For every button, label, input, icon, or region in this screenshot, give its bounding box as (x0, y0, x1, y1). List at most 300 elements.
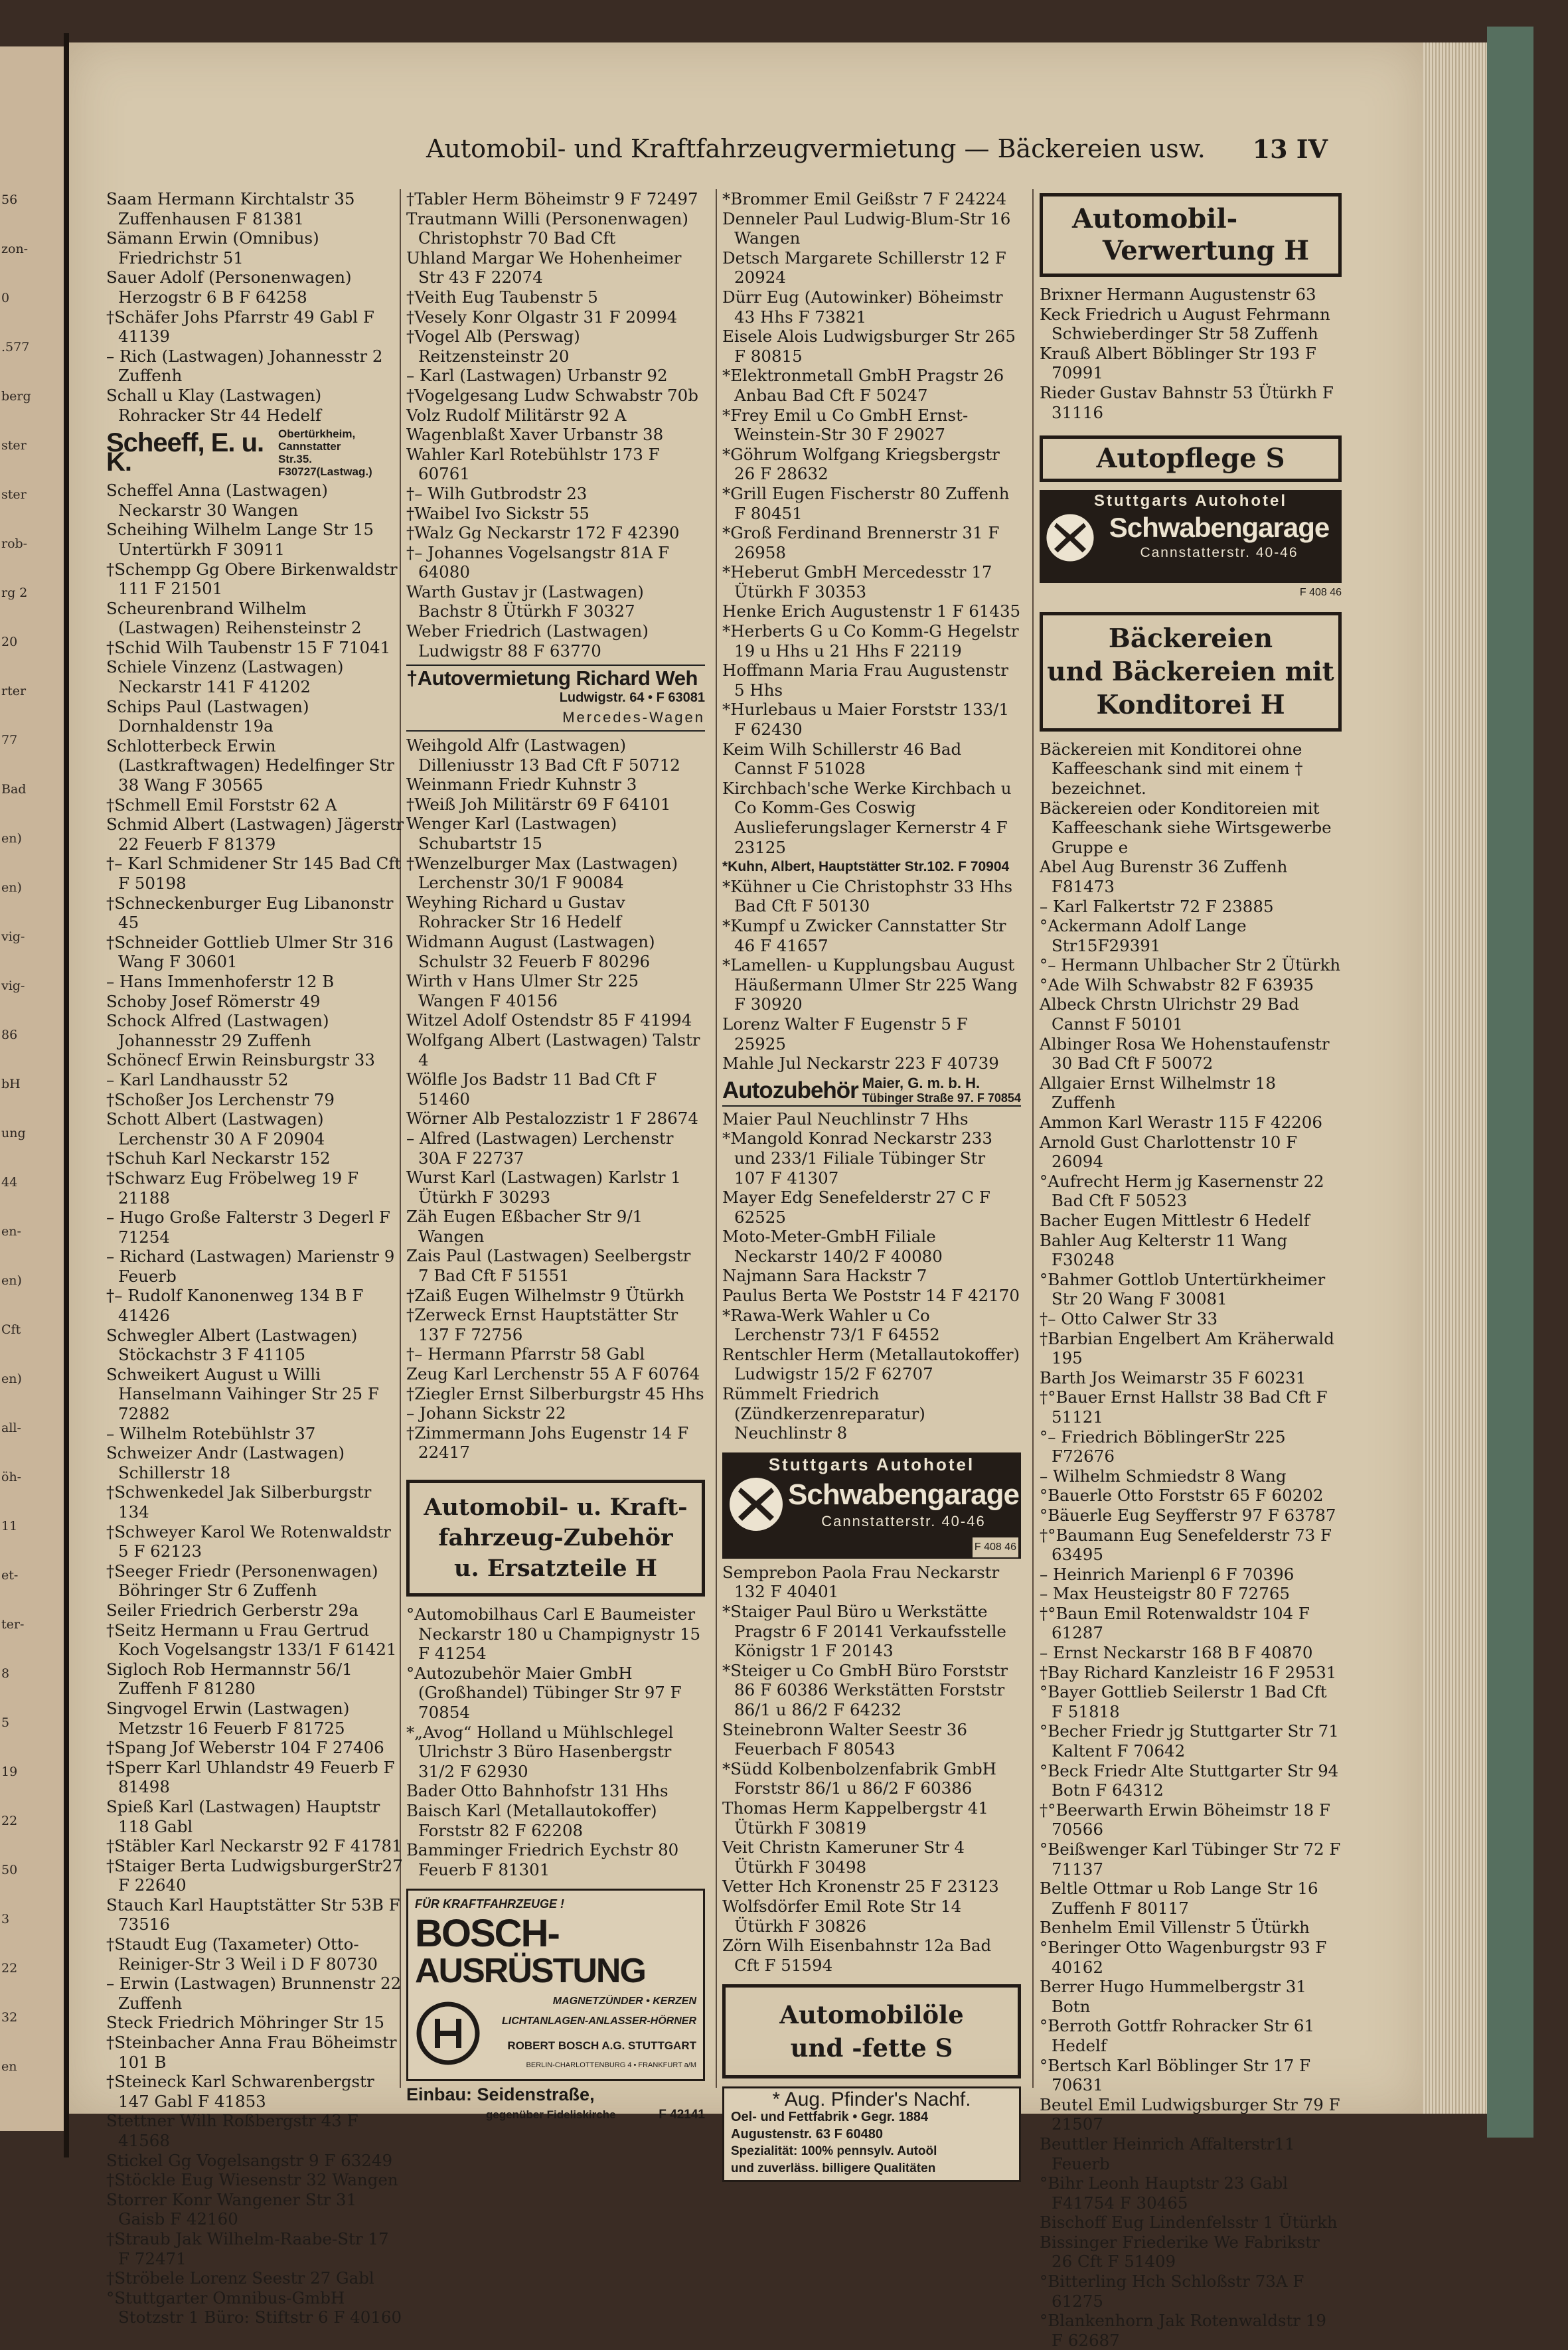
left-margin-fragment: 32 (1, 2010, 18, 2025)
directory-entry: Seiler Friedrich Gerberstr 29a (106, 1600, 358, 1620)
directory-entry: Warth Gustav jr (Lastwagen) Bachstr 8 Ütürkh F 30327 (406, 582, 644, 621)
pfinder-line: Spezialität: 100% pennsylv. Autoöl (731, 2144, 937, 2159)
box-line: Konditorei H (1096, 689, 1285, 720)
directory-entry: °Beringer Otto Wagenburgstr 93 F 40162 (1040, 1937, 1327, 1977)
directory-entry: Bahler Aug Kelterstr 11 Wang F30248 (1040, 1230, 1288, 1270)
garage-main-row (722, 1474, 1021, 1534)
directory-entry: °Automobilhaus Carl E Baumeister Neckarstr 180 u Champignystr 15 F 41254 (406, 1605, 701, 1664)
entry-list (106, 189, 405, 425)
directory-entry: Veit Christn Kameruner Str 4 Ütürkh F 30498 (722, 1838, 965, 1877)
directory-entry: *Hurlebaus u Maier Forststr 133/1 F 62430 (722, 700, 1010, 740)
directory-entry: Weihgold Alfr (Lastwagen) Dilleniusstr 13 Bad Cft F 50712 (406, 736, 680, 775)
box-line: fahrzeug-Zubehör (438, 1524, 673, 1551)
weh-title: †Autovermietung Richard Weh (406, 666, 698, 690)
column-rule (716, 189, 717, 2088)
directory-entry: Schlotterbeck Erwin (Lastkraftwagen) Hedelfinger Str 38 Wang F 30565 (106, 736, 394, 795)
box-line: u. Ersatzteile H (454, 1555, 657, 1582)
left-margin-fragment: vig- (1, 929, 25, 944)
directory-entry: *Lamellen- u Kupplungsbau August Häußermann Ulmer Str 225 Wang F 30920 (722, 955, 1018, 1014)
left-margin-fragment: zon- (1, 242, 29, 256)
directory-entry: †– Otto Calwer Str 33 (1040, 1308, 1218, 1328)
directory-entry: *Frey Emil u Co GmbH Ernst-Weinstein-Str 30 F 29027 (722, 405, 969, 445)
directory-entry: – Max Heusteigstr 80 F 72765 (1040, 1584, 1291, 1604)
left-margin-fragment: rob- (1, 536, 28, 551)
directory-entry: Hoffmann Maria Frau Augustenstr 5 Hhs (722, 661, 1008, 700)
directory-entry: Trautmann Willi (Personenwagen) Christophstr 70 Bad Cft (406, 208, 688, 248)
scheeff-name: Scheeff, E. u. K. (106, 428, 264, 477)
garage-tagline: Stuttgarts Autohotel (1093, 492, 1288, 510)
bosch-einbau: Einbau: Seidenstraße, (406, 2084, 595, 2105)
directory-entry: †Seitz Hermann u Frau Gertrud Koch Vogelsangstr 133/1 F 61421 (106, 1620, 397, 1660)
directory-entry: Wirth v Hans Ulmer Str 225 Wangen F 40156 (406, 971, 639, 1010)
directory-entry: *Grill Eugen Fischerstr 80 Zuffenh F 80451 (722, 483, 1010, 523)
column-4 (1040, 189, 1342, 2350)
directory-entry: †Stäbler Karl Neckarstr 92 F 41781 (106, 1836, 402, 1856)
directory-entry: – Erwin (Lastwagen) Brunnenstr 22 Zuffenh (106, 1974, 402, 2013)
garage-address: Cannstatterstr. 40-46 (1140, 544, 1298, 560)
directory-entry: Scheffel Anna (Lastwagen) Neckarstr 30 Wangen (106, 481, 328, 520)
left-margin-fragment: en) (1, 1273, 22, 1288)
box-line: und -fette S (790, 2033, 953, 2063)
directory-entry: Rieder Gustav Bahnstr 53 Ütürkh F 31116 (1040, 382, 1334, 422)
scheeff-address (278, 428, 405, 478)
pfinder-line: Oel- und Fettfabrik • Gegr. 1884 (731, 2110, 929, 2125)
directory-entry: Saam Hermann Kirchtalstr 35 Zuffenhausen F 81381 (106, 189, 355, 228)
directory-entry: †Seeger Friedr (Personenwagen) Böhringer Str 6 Zuffenh (106, 1561, 378, 1601)
entry-list (1040, 285, 1342, 422)
directory-entry: °Stuttgarter Omnibus-GmbH Stotzstr 1 Büro: Stiftstr 6 F 40160 (106, 2288, 402, 2327)
page-edges (1423, 42, 1487, 2114)
directory-entry: – Wilhelm Rotebühlstr 37 (106, 1423, 316, 1443)
directory-entry: Baisch Karl (Metallautokoffer) Forststr 82 F 62208 (406, 1800, 657, 1840)
directory-entry: °– Hermann Uhlbacher Str 2 Ütürkh (1040, 955, 1341, 975)
weh-address: Ludwigstr. 64 • F 63081 (559, 690, 705, 705)
directory-entry: °Bäuerle Eug Seyfferstr 97 F 63787 (1040, 1505, 1336, 1525)
left-margin-fragment: .577 (1, 340, 30, 354)
directory-entry: †Ziegler Ernst Silberburgstr 45 Hhs (406, 1383, 704, 1403)
directory-entry: Schott Albert (Lastwagen) Lerchenstr 30 A F 20904 (106, 1109, 325, 1148)
directory-entry: Wolfsdörfer Emil Rote Str 14 Ütürkh F 30826 (722, 1896, 962, 1936)
scheeff-address-line: Str.35. F30727(Lastwag.) (278, 453, 372, 479)
directory-entry: Weyhing Richard u Gustav Rohracker Str 16 Hedelf (406, 892, 625, 932)
left-margin-fragment: rg 2 (1, 586, 28, 600)
left-margin-fragment: 50 (1, 1863, 18, 1877)
directory-entry: †Steineck Karl Schwarenbergstr 147 Gabl F 41853 (106, 2072, 374, 2111)
directory-entry: Krauß Albert Böblinger Str 193 F 70991 (1040, 343, 1316, 383)
directory-entry: Allgaier Ernst Wilhelmstr 18 Zuffenh (1040, 1073, 1276, 1113)
scheeff-ad (106, 428, 405, 478)
left-margin-fragment: en (1, 2059, 17, 2074)
directory-entry: †°Baun Emil Rotenwaldstr 104 F 61287 (1040, 1603, 1310, 1643)
directory-entry: †Zimmermann Johs Eugenstr 14 F 22417 (406, 1423, 689, 1462)
directory-entry: †Schweyer Karol We Rotenwaldstr 5 F 62123 (106, 1522, 391, 1561)
left-margin-fragment: öh- (1, 1470, 22, 1484)
directory-entry: Scheihing Wilhelm Lange Str 15 Untertürkh F 30911 (106, 520, 374, 559)
box-line: Automobilöle (779, 2000, 964, 2030)
directory-entry: Lorenz Walter F Eugenstr 5 F 25925 (722, 1014, 968, 1054)
directory-entry: Najmann Sara Hackstr 7 (722, 1266, 927, 1286)
maier-ad-firm: Maier, G. m. b. H. (862, 1074, 980, 1091)
left-margin-fragment: berg (1, 389, 31, 404)
bosch-location-row (406, 2105, 705, 2125)
directory-entry: – Karl (Lastwagen) Urbanstr 92 (406, 366, 668, 386)
directory-entry: Denneler Paul Ludwig-Blum-Str 16 Wangen (722, 208, 1011, 248)
column-3 (722, 189, 1021, 2186)
bosch-products-line: MAGNETZÜNDER • KERZEN (552, 1995, 696, 2007)
directory-entry: †– Karl Schmidener Str 145 Bad Cft F 50198 (106, 854, 402, 893)
directory-entry: Mayer Edg Senefelderstr 27 C F 62525 (722, 1188, 990, 1227)
left-margin-fragment: en- (1, 1224, 21, 1239)
directory-entry: †Schmell Emil Forststr 62 A (106, 795, 337, 815)
directory-entry: Arnold Gust Charlottenstr 10 F 26094 (1040, 1132, 1298, 1172)
bosch-line: AUSRÜSTUNG (415, 1951, 645, 1990)
autopflege-heading-box: Autopflege S (1040, 435, 1342, 482)
directory-entry: Schiele Vinzenz (Lastwagen) Neckarstr 141 F 41202 (106, 657, 344, 697)
directory-entry: °Bahmer Gottlob Untertürkheimer Str 20 Wang F 30081 (1040, 1269, 1326, 1309)
bosch-products-line: LICHTANLAGEN-ANLASSER-HÖRNER (501, 2015, 696, 2027)
entry-list (406, 1605, 705, 1879)
directory-entry: Beuttler Heinrich Affalterstr11 Feuerb (1040, 2134, 1295, 2173)
garage-main-row (1040, 511, 1342, 564)
directory-entry: †Zaiß Eugen Wilhelmstr 9 Ütürkh (406, 1285, 684, 1305)
directory-entry: †Waibel Ivo Sickstr 55 (406, 503, 589, 523)
directory-entry: Scheurenbrand Wilhelm (Lastwagen) Reihensteinstr 2 (106, 598, 362, 638)
directory-entry: Bacher Eugen Mittlestr 6 Hedelf (1040, 1211, 1310, 1230)
directory-entry: †Bay Richard Kanzleistr 16 F 29531 (1040, 1662, 1337, 1682)
column-1 (106, 189, 405, 2327)
directory-entry: *Südd Kolbenbolzenfabrik GmbH Forststr 86/1 u 86/2 F 60386 (722, 1759, 997, 1798)
left-margin-fragment: 0 (1, 291, 10, 305)
directory-entry: Sauer Adolf (Personenwagen) Herzogstr 6 B F 64258 (106, 268, 352, 307)
entry-list (722, 877, 1021, 1073)
box-line: Automobil- (1072, 203, 1238, 234)
directory-entry: °Bitterling Hch Schloßstr 73A F 61275 (1040, 2272, 1304, 2311)
directory-entry: †Staiger Berta LudwigsburgerStr27 F 22640 (106, 1855, 403, 1895)
directory-entry: Mahle Jul Neckarstr 223 F 40739 (722, 1054, 999, 1073)
directory-entry: – Richard (Lastwagen) Marienstr 9 Feuerb (106, 1247, 395, 1286)
directory-entry: °Bertsch Karl Böblinger Str 17 F 70631 (1040, 2055, 1311, 2095)
directory-entry: Albeck Chrstn Ulrichstr 29 Bad Cannst F 50101 (1040, 994, 1299, 1034)
directory-entry: Bäckereien oder Konditoreien mit Kaffeeschank siehe Wirtsgewerbe Gruppe e (1040, 798, 1332, 857)
directory-entry: Zeug Karl Lerchenstr 55 A F 60764 (406, 1364, 700, 1384)
pfinder-line: Augustenstr. 63 F 60480 (731, 2127, 883, 2142)
entry-list (406, 189, 705, 661)
box-line: und Bäckereien mit (1047, 656, 1334, 687)
left-margin-fragment: ster (1, 487, 27, 502)
directory-entry: †Tabler Herm Böheimstr 9 F 72497 (406, 189, 698, 208)
directory-entry: Sämann Erwin (Omnibus) Friedrichstr 51 (106, 228, 319, 268)
directory-entry: †Schneider Gottlieb Ulmer Str 316 Wang F 30601 (106, 932, 394, 972)
left-margin-fragment: 20 (1, 635, 18, 649)
directory-entry: †°Beerwarth Erwin Böheimstr 18 F 70566 (1040, 1800, 1330, 1840)
maier-ad (722, 1076, 1021, 1107)
directory-entry: Abel Aug Burenstr 36 Zuffenh F81473 (1040, 857, 1288, 896)
left-margin-fragment: ster (1, 438, 27, 453)
garage-name: Schwabengarage (1109, 511, 1330, 543)
directory-entry: †Stöckle Eug Wiesenstr 32 Wangen (106, 2170, 398, 2190)
directory-entry: Brixner Hermann Augustenstr 63 (1040, 285, 1316, 304)
maier-ad-name: Autozubehör (722, 1077, 858, 1103)
left-page-edge (0, 46, 64, 2131)
left-margin-fragment: Bad (1, 782, 27, 797)
left-margin-fragment: vig- (1, 979, 25, 993)
directory-entry: Zäh Eugen Eßbacher Str 9/1 Wangen (406, 1207, 643, 1246)
entry-list (406, 736, 705, 1462)
directory-entry: – Karl Landhausstr 52 (106, 1069, 289, 1089)
directory-entry: Keim Wilh Schillerstr 46 Bad Cannst F 51028 (722, 739, 962, 779)
weh-slogan: Mercedes-Wagen (562, 709, 705, 726)
page-header (358, 134, 1328, 170)
maier-ad-detail (862, 1076, 1021, 1105)
directory-entry: *Herberts G u Co Komm-G Hegelstr 19 u Hhs u 21 Hhs F 22119 (722, 621, 1019, 661)
bosch-pre: FÜR KRAFTFAHRZEUGE ! (415, 1897, 564, 1911)
pfinder-line: und zuverläss. billigere Qualitäten (731, 2161, 936, 2176)
page-title: Automobil- und Kraftfahrzeugvermietung — Bäckereien usw. (426, 134, 1206, 163)
directory-entry: Schweikert August u Willi Hanselmann Vaihinger Str 25 F 72882 (106, 1364, 379, 1424)
directory-entry: *Mangold Konrad Neckarstr 233 und 233/1 Filiale Tübinger Str 107 F 41307 (722, 1129, 992, 1188)
garage-address: Cannstatterstr. 40-46 (821, 1512, 986, 1529)
verwertung-heading-box (1040, 193, 1342, 277)
directory-entry: Storrer Konr Wangener Str 31 Gaisb F 42160 (106, 2189, 357, 2229)
directory-entry: Schoby Josef Römerstr 49 (106, 991, 321, 1011)
directory-entry: *„Avog“ Holland u Mühlschlegel Ulrichstr 3 Büro Hasenbergstr 31/2 F 62930 (406, 1722, 674, 1781)
directory-entry: †Schneckenburger Eug Libanonstr 45 (106, 893, 394, 933)
directory-entry: °Berroth Gottfr Rohracker Str 61 Hedelf (1040, 2016, 1315, 2055)
entry-list (722, 189, 1021, 857)
oil-heading-box (722, 1984, 1021, 2078)
directory-entry: – Johann Sickstr 22 (406, 1403, 566, 1423)
directory-entry: †– Hermann Pfarrstr 58 Gabl (406, 1344, 645, 1364)
directory-entry: *Brommer Emil Geißstr 7 F 24224 (722, 189, 1007, 208)
directory-entry: °Bihr Leonh Hauptstr 23 Gabl F41754 F 30465 (1040, 2173, 1289, 2213)
left-margin-fragment: all- (1, 1421, 21, 1435)
left-margin-fragment: 77 (1, 733, 18, 747)
directory-entry: †Barbian Engelbert Am Kräherwald 195 (1040, 1328, 1334, 1368)
directory-entry: †Weiß Joh Militärstr 69 F 64101 (406, 794, 671, 814)
schwabengarage-ad (722, 1452, 1021, 1559)
directory-entry: Wölfle Jos Badstr 11 Bad Cft F 51460 (406, 1069, 657, 1109)
directory-entry: †Vogelgesang Ludw Schwabstr 70b (406, 385, 698, 405)
directory-entry: †Veith Eug Taubenstr 5 (406, 287, 598, 307)
weh-ad (406, 665, 705, 732)
accessories-heading-box (406, 1480, 705, 1597)
directory-entry: Schock Alfred (Lastwagen) Johannesstr 29 Zuffenh (106, 1011, 329, 1050)
directory-entry: Wagenblaßt Xaver Urbanstr 38 (406, 425, 664, 445)
directory-entry: °Blankenhorn Jak Rotenwaldstr 19 F 62687 (1040, 2311, 1326, 2350)
directory-entry: *Kühner u Cie Christophstr 33 Hhs Bad Cft F 50130 (722, 876, 1013, 916)
box-line: Automobil- u. Kraft- (424, 1494, 688, 1521)
left-margin-fragment: en) (1, 1371, 22, 1386)
bosch-detail-row (415, 1992, 696, 2075)
directory-entry: †Schwarz Eug Fröbelweg 19 F 21188 (106, 1168, 359, 1208)
left-margin-fragment: rter (1, 684, 27, 698)
directory-entry: †– Johannes Vogelsangstr 81A F 64080 (406, 542, 670, 582)
directory-entry: Wörner Alb Pestalozzistr 1 F 28674 (406, 1109, 698, 1129)
directory-entry: Keck Friedrich u August Fehrmann Schwieberdinger Str 58 Zuffenh (1040, 304, 1330, 344)
book-cover (1487, 27, 1533, 2138)
left-margin-fragment: 56 (1, 193, 18, 207)
directory-entry: Thomas Herm Kappelbergstr 41 Ütürkh F 30819 (722, 1798, 988, 1838)
directory-entry: Steinebronn Walter Seestr 36 Feuerbach F 80543 (722, 1719, 967, 1759)
directory-entry: Stauch Karl Hauptstätter Str 53B F 73516 (106, 1895, 400, 1934)
directory-entry: Beutel Emil Ludwigsburger Str 79 F 21507 (1040, 2094, 1340, 2134)
directory-entry: Semprebon Paola Frau Neckarstr 132 F 40401 (722, 1562, 1000, 1602)
directory-entry: Beltle Ottmar u Rob Lange Str 16 Zuffenh F 80117 (1040, 1879, 1318, 1918)
bosch-ad (406, 1889, 705, 2081)
directory-entry: Zörn Wilh Eisenbahnstr 12a Bad Cft F 51594 (722, 1936, 992, 1975)
directory-entry: †Schuh Karl Neckarstr 152 (106, 1148, 331, 1168)
garage-phone: F 408 46 (1299, 587, 1342, 599)
directory-entry: – Hans Immenhoferstr 12 B (106, 971, 335, 991)
directory-entry: †Staudt Eug (Taxameter) Otto-Reiniger-Str 3 Weil i D F 80730 (106, 1934, 378, 1974)
directory-entry: °Autozubehör Maier GmbH (Großhandel) Tübinger Str 97 F 70854 (406, 1663, 682, 1722)
left-margin-fragment: 86 (1, 1028, 18, 1042)
directory-entry: – Karl Falkertstr 72 F 23885 (1040, 896, 1274, 916)
directory-entry: Volz Rudolf Militärstr 92 A (406, 405, 627, 425)
directory-entry: Wolfgang Albert (Lastwagen) Talstr 4 (406, 1030, 700, 1069)
directory-entry: °Aufrecht Herm jg Kasernenstr 22 Bad Cft F 50523 (1040, 1171, 1324, 1211)
directory-entry: °Beißwenger Karl Tübinger Str 72 F 71137 (1040, 1840, 1341, 1879)
directory-entry: Henke Erich Augustenstr 1 F 61435 (722, 601, 1021, 621)
directory-entry: Albinger Rosa We Hohenstaufenstr 30 Bad Cft F 50072 (1040, 1034, 1330, 1073)
directory-entry: Dürr Eug (Autowinker) Böheimstr 43 Hhs F 73821 (722, 287, 1003, 327)
directory-entry: Schönecf Erwin Reinsburgstr 33 (106, 1050, 375, 1070)
left-margin-fragment: 22 (1, 1814, 18, 1828)
bosch-line: BOSCH- (415, 1911, 559, 1955)
directory-entry: †Walz Gg Neckarstr 172 F 42390 (406, 523, 680, 543)
garage-name: Schwabengarage (788, 1478, 1019, 1511)
directory-entry: Widmann August (Lastwagen) Schulstr 32 Feuerb F 80296 (406, 931, 655, 971)
directory-entry: °– Friedrich BöblingerStr 225 F72676 (1040, 1427, 1286, 1466)
directory-entry: Zais Paul (Lastwagen) Seelbergstr 7 Bad Cft F 51551 (406, 1246, 691, 1286)
directory-entry: Schweizer Andr (Lastwagen) Schillerstr 18 (106, 1443, 345, 1482)
directory-entry: °Ade Wilh Schwabstr 82 F 63935 (1040, 975, 1314, 994)
directory-entry: Stickel Gg Vogelsangstr 9 F 63249 (106, 2150, 393, 2170)
directory-entry: *Rawa-Werk Wahler u Co Lerchenstr 73/1 F 64552 (722, 1305, 940, 1345)
directory-entry: Weber Friedrich (Lastwagen) Ludwigstr 88 F 63770 (406, 621, 649, 661)
directory-entry: †Straub Jak Wilhelm-Raabe-Str 17 F 72471 (106, 2229, 389, 2268)
directory-entry: Stettner Wilh Roßbergstr 43 F 41568 (106, 2111, 358, 2150)
left-margin-fragment: ung (1, 1126, 26, 1140)
directory-entry: †Vesely Konr Olgastr 31 F 20994 (406, 307, 678, 327)
directory-entry: †Steinbacher Anna Frau Böheimstr 101 B (106, 2033, 397, 2072)
garage-text (1097, 512, 1342, 563)
directory-entry: †– Wilh Gutbrodstr 23 (406, 483, 588, 503)
directory-entry: Sigloch Rob Hermannstr 56/1 Zuffenh F 81280 (106, 1659, 353, 1699)
directory-entry: *Göhrum Wolfgang Kriegsbergstr 26 F 28632 (722, 444, 1000, 484)
left-margin-fragment: 3 (1, 1912, 10, 1926)
garage-emblem-icon (726, 1474, 786, 1534)
directory-entry: †Ströbele Lorenz Seestr 27 Gabl (106, 2268, 374, 2288)
directory-entry: †Schäfer Johs Pfarrstr 49 Gabl F 41139 (106, 307, 374, 347)
directory-entry: Bäckereien mit Konditorei ohne Kaffeeschank sind mit einem † bezeichnet. (1040, 739, 1303, 798)
left-margin-fragment: en) (1, 880, 22, 895)
directory-entry: Wurst Karl (Lastwagen) Karlstr 1 Ütürkh F 30293 (406, 1168, 681, 1207)
directory-entry: †Sperr Karl Uhlandstr 49 Feuerb F 81498 (106, 1757, 395, 1797)
directory-entry: Eisele Alois Ludwigsburger Str 265 F 80815 (722, 327, 1016, 366)
directory-entry: Ammon Karl Werastr 115 F 42206 (1040, 1113, 1322, 1133)
bosch-products (489, 1992, 696, 2075)
left-margin-fragment: 22 (1, 1961, 18, 1976)
directory-entry: Berrer Hugo Hummelbergstr 31 Botn (1040, 1977, 1306, 2016)
directory-entry: †°Bauer Ernst Hallstr 38 Bad Cft F 51121 (1040, 1387, 1328, 1427)
directory-entry: Bischoff Eug Lindenfelsstr 1 Ütürkh (1040, 2213, 1338, 2232)
bosch-logo-icon (415, 2000, 481, 2067)
schwabengarage-ad (1040, 490, 1342, 583)
directory-entry: †Wenzelburger Max (Lastwagen) Lerchenstr 30/1 F 90084 (406, 853, 678, 893)
directory-entry: Schall u Klay (Lastwagen) Rohracker Str 44 Hedelf (106, 385, 322, 425)
column-2 (406, 189, 705, 2124)
directory-entry: Weinmann Friedr Kuhnstr 3 (406, 775, 637, 795)
kuhn-entry: *Kuhn, Albert, Hauptstätter Str.102. F 70904 (722, 859, 1010, 875)
left-margin-fragment: et- (1, 1568, 19, 1583)
left-margin-fragment: 19 (1, 1764, 18, 1779)
directory-entry: Vetter Hch Kronenstr 25 F 23123 (722, 1877, 999, 1897)
column-rule (1032, 189, 1034, 2088)
directory-entry: Moto-Meter-GmbH Filiale Neckarstr 140/2 F 40080 (722, 1227, 943, 1266)
directory-entry: Maier Paul Neuchlinstr 7 Hhs (722, 1109, 969, 1129)
garage-emblem-icon (1044, 511, 1097, 564)
directory-entry: Bamminger Friedrich Eychstr 80 Feuerb F 81301 (406, 1840, 679, 1879)
left-margin-fragment: 8 (1, 1666, 10, 1681)
bosch-branch: BERLIN-CHARLOTTENBURG 4 • FRANKFURT a/M (526, 2061, 696, 2069)
directory-entry: Barth Jos Weimarstr 35 F 60231 (1040, 1368, 1306, 1387)
directory-entry: Witzel Adolf Ostendstr 85 F 41994 (406, 1010, 692, 1030)
directory-entry: †– Rudolf Kanonenweg 134 B F 41426 (106, 1286, 364, 1326)
directory-entry: Rümmelt Friedrich (Zündkerzenreparatur) Neuchlinstr 8 (722, 1384, 925, 1443)
directory-entry: Bader Otto Bahnhofstr 131 Hhs (406, 1781, 668, 1801)
directory-entry: Wenger Karl (Lastwagen) Schubartstr 15 (406, 814, 617, 853)
directory-entry: °Ackermann Adolf Lange Str15F29391 (1040, 916, 1247, 955)
box-line: Bäckereien (1108, 623, 1273, 654)
left-margin-fragment: Cft (1, 1322, 21, 1337)
entry-list (722, 1109, 1021, 1443)
directory-entry: Uhland Margar We Hohenheimer Str 43 F 22074 (406, 248, 682, 287)
directory-entry: Spieß Karl (Lastwagen) Hauptstr 118 Gabl (106, 1796, 380, 1836)
directory-entry: †°Baumann Eug Senefelderstr 73 F 63495 (1040, 1525, 1332, 1565)
left-margin-fragment: 11 (1, 1519, 18, 1533)
garage-text (786, 1478, 1021, 1531)
directory-entry: Bissinger Friederike We Fabrikstr 26 Cft F 51409 (1040, 2232, 1320, 2272)
pfinder-name: * Aug. Pfinder's Nachf. (772, 2088, 971, 2111)
directory-entry: †Schid Wilh Taubenstr 15 F 71041 (106, 637, 391, 657)
directory-entry: Singvogel Erwin (Lastwagen) Metzstr 16 Feuerb F 81725 (106, 1698, 350, 1738)
garage-tagline: Stuttgarts Autohotel (768, 1454, 975, 1474)
directory-entry: †Vogel Alb (Perswag) Reitzensteinstr 20 (406, 327, 580, 366)
directory-entry: – Rich (Lastwagen) Johannesstr 2 Zuffenh (106, 346, 383, 386)
directory-entry: Benhelm Emil Villenstr 5 Ütürkh (1040, 1918, 1310, 1938)
left-margin-fragment: ter- (1, 1617, 25, 1632)
directory-entry: Schwegler Albert (Lastwagen) Stöckachstr 3 F 41105 (106, 1325, 358, 1365)
directory-entry: *Heberut GmbH Mercedesstr 17 Ütürkh F 30353 (722, 562, 992, 601)
directory-entry: †Schempp Gg Obere Birkenwaldstr 111 F 21501 (106, 559, 398, 599)
entry-list (1040, 740, 1342, 2350)
directory-entry: *Staiger Paul Büro u Werkstätte Pragstr 6 F 20141 Verkaufsstelle Königstr 1 F 20143 (722, 1602, 1006, 1661)
garage-phone: F 408 46 (973, 1537, 1018, 1557)
directory-entry: †Schwenkedel Jak Silberburgstr 134 (106, 1482, 372, 1522)
left-margin-fragment: 5 (1, 1715, 10, 1730)
directory-entry: Paulus Berta We Poststr 14 F 42170 (722, 1286, 1020, 1306)
directory-entry: °Bauerle Otto Forststr 65 F 60202 (1040, 1486, 1324, 1506)
scheeff-address-line: Obertürkheim, Cannstatter (278, 428, 356, 453)
bosch-firm: ROBERT BOSCH A.G. STUTTGART (507, 2039, 696, 2053)
entry-list (722, 1563, 1021, 1975)
directory-entry: – Ernst Neckarstr 168 B F 40870 (1040, 1643, 1313, 1663)
left-margin-fragment: 44 (1, 1175, 18, 1190)
directory-entry: Schmid Albert (Lastwagen) Jägerstr 22 Feuerb F 81379 (106, 815, 404, 854)
entry-list (106, 481, 405, 2327)
directory-entry: Wahler Karl Rotebühlstr 173 F 60761 (406, 444, 660, 484)
